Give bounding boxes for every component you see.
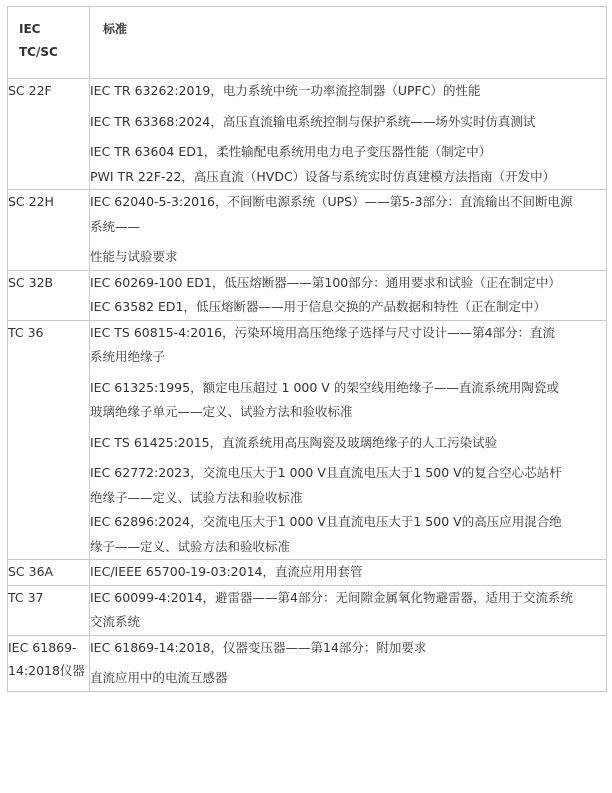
standards-cell: [90, 320, 607, 560]
standard-line: PWI TR 22F-22，高压直流（HVDC）设备与系统实时仿真建模方法指南（开发中）: [90, 168, 556, 184]
header-row: [8, 7, 607, 79]
standards-cell: [90, 635, 607, 691]
table-row: [8, 190, 607, 271]
standard-line: IEC TS 61425:2015，直流系统用高压陶瓷及玻璃绝缘子的人工污染试验: [90, 434, 498, 450]
table-row: [8, 585, 607, 635]
table-row: [8, 560, 607, 586]
standards-cell: [90, 79, 607, 190]
standards-cell: [90, 585, 607, 635]
standard-line: IEC 61325:1995，额定电压超过 1 000 V 的架空线用绝缘子——直流系统用陶瓷或: [90, 379, 559, 395]
table-row: [8, 79, 607, 190]
standard-line: IEC 61869-14:2018，仪器变压器——第14部分：附加要求: [90, 639, 427, 655]
standard-line: IEC TS 60815-4:2016，污染环境用高压绝缘子选择与尺寸设计——第4部分：直流: [90, 324, 556, 340]
standard-line: 直流应用中的电流互感器: [90, 670, 228, 685]
standard-line: 系统用绝缘子: [90, 349, 166, 364]
committee-code: TC 37: [8, 585, 90, 635]
standard-line: 交流系统: [90, 614, 141, 629]
header-tc-sc: IEC TC/SC: [8, 7, 90, 79]
standard-line: IEC TR 63604 ED1，柔性输配电系统用电力电子变压器性能（制定中）: [90, 144, 492, 159]
standard-line: 缘子——定义、试验方法和验收标准: [90, 538, 291, 554]
table-row: [8, 270, 607, 320]
standard-line: 系统——: [90, 218, 141, 234]
standard-line: IEC TR 63368:2024，高压直流输电系统控制与保护系统——场外实时仿真测试: [90, 113, 536, 129]
standards-cell: [90, 190, 607, 271]
standard-line: IEC 62040-5-3:2016，不间断电源系统（UPS）——第5-3部分：直流输出不间断电源: [90, 194, 573, 209]
standards-table: [7, 6, 607, 692]
header-standards: 标准: [90, 7, 607, 79]
standards-cell: [90, 560, 607, 586]
committee-code: SC 22F: [8, 79, 90, 190]
committee-code: IEC 61869-14:2018仪器: [8, 635, 90, 691]
committee-code: SC 36A: [8, 560, 90, 586]
standards-cell: [90, 270, 607, 320]
table-row: [8, 320, 607, 560]
standard-line: 绝缘子——定义、试验方法和验收标准: [90, 489, 303, 505]
standard-line: IEC TR 63262:2019，电力系统中统一功率流控制器（UPFC）的性能: [90, 83, 481, 98]
standard-line: 性能与试验要求: [90, 249, 178, 264]
standard-line: IEC 63582 ED1，低压熔断器——用于信息交换的产品数据和特性（正在制定中）: [90, 299, 547, 314]
standard-line: IEC 60099-4:2014，避雷器——第4部分：无间隙金属氧化物避雷器，适用于交流系统: [90, 589, 573, 605]
committee-code: SC 22H: [8, 190, 90, 271]
standard-line: 玻璃绝缘子单元——定义、试验方法和验收标准: [90, 404, 353, 419]
standard-line: IEC 62772:2023，交流电压大于1 000 V且直流电压大于1 500 V的复合空心芯站杆: [90, 465, 562, 480]
standard-line: IEC 60269-100 ED1，低压熔断器——第100部分：通用要求和试验（正在制定中）: [90, 274, 561, 290]
committee-code: SC 32B: [8, 270, 90, 320]
table-row: [8, 635, 607, 691]
standard-line: IEC/IEEE 65700-19-03:2014，直流应用用套管: [90, 564, 363, 579]
standard-line: IEC 62896:2024，交流电压大于1 000 V且直流电压大于1 500 V的高压应用混合绝: [90, 514, 562, 529]
committee-code: TC 36: [8, 320, 90, 560]
